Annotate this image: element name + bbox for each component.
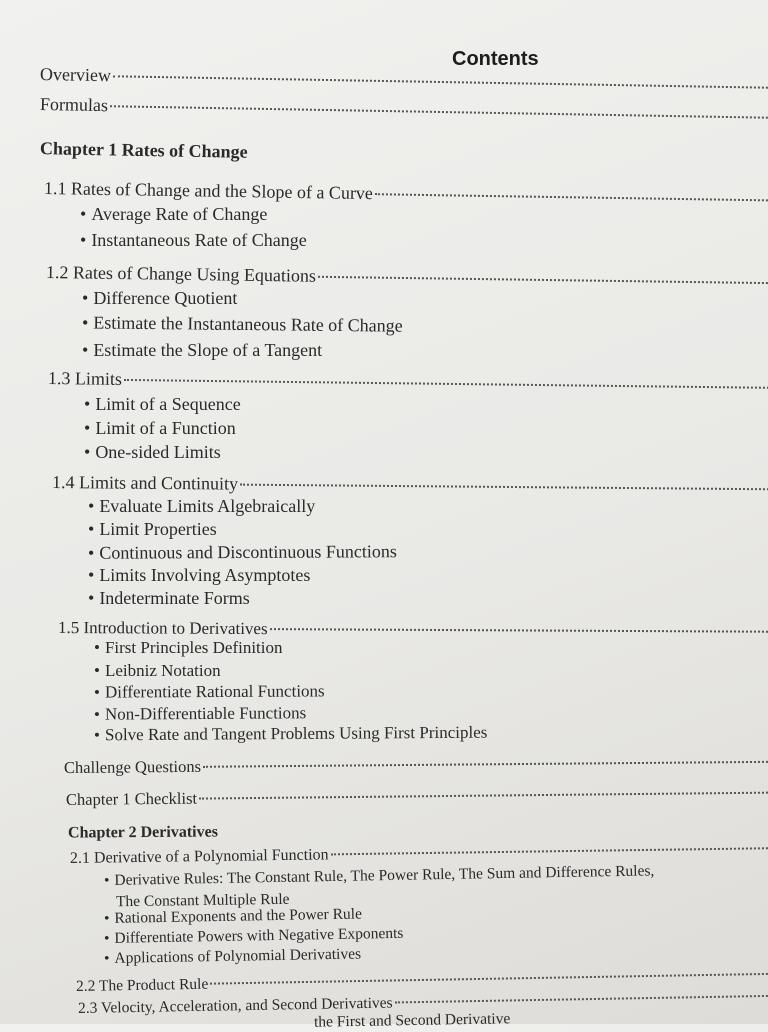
toc-entry-overview[interactable] bbox=[40, 64, 768, 98]
toc-subitem-partial: the First and Second Derivative bbox=[313, 1010, 511, 1031]
toc-entry-label: 2.2 The Product Rule bbox=[75, 975, 209, 995]
toc-subitem[interactable]: • Estimate the Instantaneous Rate of Change bbox=[82, 312, 403, 336]
toc-subitem[interactable]: • One-sided Limits bbox=[84, 442, 221, 463]
toc-subitem[interactable]: • Continuous and Discontinuous Functions bbox=[88, 541, 397, 564]
toc-entry-label: Chapter 1 Checklist bbox=[65, 788, 198, 809]
toc-subitem[interactable]: • Differentiate Rational Functions bbox=[94, 681, 325, 702]
toc-subitem[interactable]: • Applications of Polynomial Derivatives bbox=[104, 946, 361, 968]
toc-entry-label: 1.3 Limits bbox=[47, 368, 123, 389]
dot-leader bbox=[395, 995, 768, 1004]
dot-leader bbox=[124, 379, 768, 389]
toc-entry-chapter-1-checklist[interactable] bbox=[66, 783, 768, 810]
dot-leader bbox=[203, 761, 768, 768]
dot-leader bbox=[318, 276, 768, 284]
toc-subitem[interactable]: • Limit of a Function bbox=[84, 418, 236, 439]
toc-entry-label: 2.3 Velocity, Acceleration, and Second Derivatives bbox=[77, 994, 393, 1017]
toc-subitem[interactable]: • Limits Involving Asymptotes bbox=[88, 565, 310, 586]
dot-leader bbox=[270, 628, 768, 633]
dot-leader bbox=[210, 973, 768, 985]
toc-entry-formulas[interactable] bbox=[40, 94, 768, 128]
toc-entry-label: 1.2 Rates of Change Using Equations bbox=[45, 262, 317, 286]
toc-entry-label: Formulas bbox=[39, 94, 109, 116]
toc-section-2-1[interactable] bbox=[70, 840, 768, 868]
toc-subitem[interactable]: • Limit Properties bbox=[88, 519, 217, 540]
toc-subitem[interactable]: • Derivative Rules: The Constant Rule, The Power Rule, The Sum and Difference Rules, bbox=[104, 862, 655, 890]
toc-subitem[interactable]: • Solve Rate and Tangent Problems Using First Principles bbox=[94, 723, 487, 746]
toc-subitem[interactable]: • Leibniz Notation bbox=[94, 661, 221, 681]
chapter-1-heading[interactable]: Chapter 1 Rates of Change bbox=[39, 138, 248, 162]
dot-leader bbox=[110, 105, 768, 119]
chapter-2-heading[interactable]: Chapter 2 Derivatives bbox=[67, 823, 218, 842]
dot-leader bbox=[199, 792, 768, 800]
toc-entry-label: Challenge Questions bbox=[63, 756, 202, 777]
toc-entry-label: 2.1 Derivative of a Polynomial Function bbox=[69, 846, 329, 867]
dot-leader bbox=[240, 484, 768, 491]
toc-subitem[interactable]: • First Principles Definition bbox=[94, 638, 283, 658]
toc-subitem[interactable]: • Difference Quotient bbox=[82, 288, 237, 309]
toc-entry-label: Overview bbox=[39, 64, 112, 86]
toc-subitem-continuation: The Constant Multiple Rule bbox=[115, 890, 290, 911]
toc-entry-label: 1.5 Introduction to Derivatives bbox=[57, 618, 268, 639]
toc-subitem[interactable]: • Indeterminate Forms bbox=[88, 588, 250, 609]
toc-subitem[interactable]: • Non-Differentiable Functions bbox=[94, 703, 306, 724]
toc-subitem[interactable]: • Average Rate of Change bbox=[80, 204, 267, 225]
dot-leader bbox=[113, 75, 768, 89]
dot-leader bbox=[375, 193, 768, 201]
toc-entry-label: 1.4 Limits and Continuity bbox=[51, 472, 239, 494]
toc-entry-challenge-questions[interactable] bbox=[64, 752, 768, 778]
toc-subitem[interactable]: • Differentiate Powers with Negative Exponents bbox=[104, 925, 404, 948]
toc-subitem[interactable]: • Evaluate Limits Algebraically bbox=[88, 496, 315, 517]
toc-subitem[interactable]: • Limit of a Sequence bbox=[84, 394, 241, 415]
dot-leader bbox=[331, 847, 768, 855]
toc-subitem[interactable]: • Instantaneous Rate of Change bbox=[80, 230, 307, 251]
contents-title: Contents bbox=[452, 48, 539, 70]
toc-entry-label: 1.1 Rates of Change and the Slope of a Curve bbox=[43, 178, 374, 204]
toc-subitem[interactable]: • Estimate the Slope of a Tangent bbox=[82, 340, 322, 361]
toc-subitem[interactable]: • Rational Exponents and the Power Rule bbox=[104, 905, 362, 927]
